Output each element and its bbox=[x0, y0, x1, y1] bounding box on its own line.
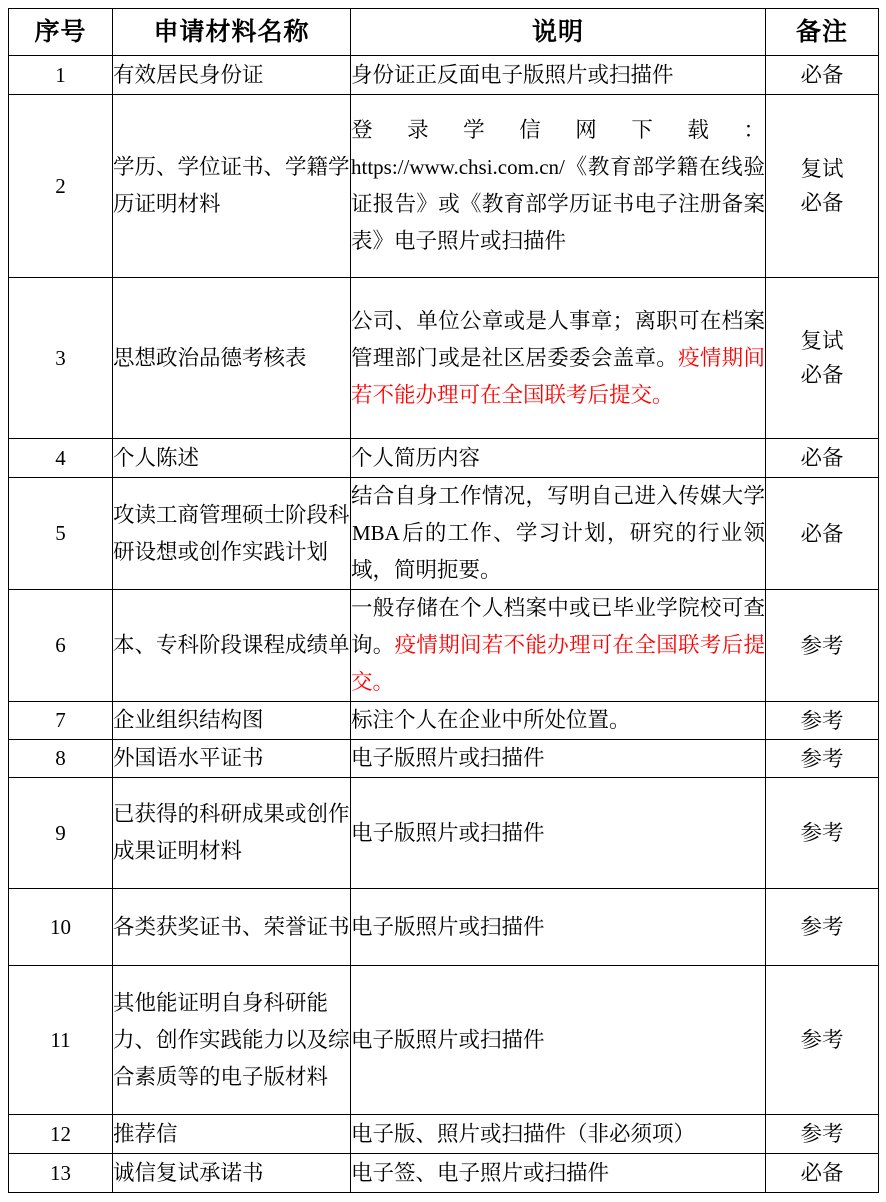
material-name: 企业组织结构图 bbox=[113, 702, 351, 740]
material-name: 各类获奖证书、荣誉证书 bbox=[113, 889, 351, 966]
material-desc bbox=[351, 95, 766, 278]
desc-highlight-text: 疫情期间若不能办理可在全国联考后提交。 bbox=[351, 345, 765, 407]
material-desc: 身份证正反面电子版照片或扫描件 bbox=[351, 56, 766, 95]
material-remark: 必备 bbox=[766, 478, 879, 590]
material-name: 个人陈述 bbox=[113, 439, 351, 478]
material-remark: 参考 bbox=[766, 966, 879, 1115]
material-remark: 参考 bbox=[766, 590, 879, 702]
material-desc: 电子版照片或扫描件 bbox=[351, 966, 766, 1115]
table-row bbox=[9, 439, 879, 478]
table-row bbox=[9, 1154, 879, 1193]
table-row bbox=[9, 778, 879, 889]
material-desc bbox=[351, 590, 766, 702]
table-row bbox=[9, 56, 879, 95]
desc-remainder: 《教育部学籍在线验证报告》或《教育部学历证书电子注册备案表》电子照片或扫描件 bbox=[351, 155, 765, 253]
row-number: 9 bbox=[9, 778, 113, 889]
desc-text: 公司、单位公章或是人事章；离职可在档案管理部门或是社区居委委会盖章。 bbox=[351, 308, 765, 370]
material-desc: 标注个人在企业中所处位置。 bbox=[351, 702, 766, 740]
material-remark: 必备 bbox=[766, 439, 879, 478]
material-desc bbox=[351, 478, 766, 590]
material-remark: 参考 bbox=[766, 778, 879, 889]
table-header-row bbox=[9, 9, 879, 56]
material-remark: 参考 bbox=[766, 1115, 879, 1154]
row-number: 7 bbox=[9, 702, 113, 740]
material-name: 学历、学位证书、学籍学历证明材料 bbox=[113, 95, 351, 278]
material-name: 诚信复试承诺书 bbox=[113, 1154, 351, 1193]
row-number: 12 bbox=[9, 1115, 113, 1154]
application-materials-table bbox=[8, 8, 879, 1193]
table-body bbox=[9, 56, 879, 1193]
table-row bbox=[9, 478, 879, 590]
material-name: 外国语水平证书 bbox=[113, 740, 351, 778]
row-number: 4 bbox=[9, 439, 113, 478]
material-remark: 参考 bbox=[766, 889, 879, 966]
material-name: 有效居民身份证 bbox=[113, 56, 351, 95]
desc-part-b: 后的工作、学习计划，研究的行业领域，简明扼要。 bbox=[351, 521, 765, 582]
remark-line-2: 必备 bbox=[800, 191, 844, 215]
material-remark: 参考 bbox=[766, 740, 879, 778]
material-desc: 电子签、电子照片或扫描件 bbox=[351, 1154, 766, 1193]
table-row bbox=[9, 95, 879, 278]
table-header bbox=[9, 9, 879, 56]
remark-line-2: 必备 bbox=[800, 363, 844, 387]
column-header-remark: 备注 bbox=[766, 9, 879, 56]
material-name: 攻读工商管理硕士阶段科研设想或创作实践计划 bbox=[113, 478, 351, 590]
remark-line-1: 复试 bbox=[800, 157, 844, 181]
material-desc: 电子版照片或扫描件 bbox=[351, 740, 766, 778]
remark-line-1: 复试 bbox=[800, 329, 844, 353]
material-remark: 必备 bbox=[766, 56, 879, 95]
table-row bbox=[9, 1115, 879, 1154]
desc-highlight-text: 疫情期间若不能办理可在全国联考后提交。 bbox=[351, 633, 765, 694]
column-header-desc: 说明 bbox=[351, 9, 766, 56]
material-desc: 个人简历内容 bbox=[351, 439, 766, 478]
row-number: 11 bbox=[9, 966, 113, 1115]
material-remark: 参考 bbox=[766, 702, 879, 740]
material-remark bbox=[766, 278, 879, 439]
table-row bbox=[9, 278, 879, 439]
row-number: 1 bbox=[9, 56, 113, 95]
row-number: 2 bbox=[9, 95, 113, 278]
table-row bbox=[9, 702, 879, 740]
row-number: 13 bbox=[9, 1154, 113, 1193]
material-name: 其他能证明自身科研能力、创作实践能力以及综合素质等的电子版材料 bbox=[113, 966, 351, 1115]
row-number: 3 bbox=[9, 278, 113, 439]
material-name: 已获得的科研成果或创作成果证明材料 bbox=[113, 778, 351, 889]
material-remark bbox=[766, 95, 879, 278]
desc-part-a: 结合自身工作情况，写明自己进入传媒大学 bbox=[351, 484, 765, 508]
table-row bbox=[9, 966, 879, 1115]
column-header-no: 序号 bbox=[9, 9, 113, 56]
table-row bbox=[9, 590, 879, 702]
desc-line-intro: 登录学信网下载： bbox=[351, 118, 765, 142]
desc-text: 一般存储在个人档案中或已毕业学院校可查询。 bbox=[351, 596, 765, 657]
row-number: 5 bbox=[9, 478, 113, 590]
material-name: 思想政治品德考核表 bbox=[113, 278, 351, 439]
table-row bbox=[9, 740, 879, 778]
material-desc bbox=[351, 278, 766, 439]
row-number: 8 bbox=[9, 740, 113, 778]
program-abbreviation: MBA bbox=[352, 521, 400, 545]
chsi-url: https://www.chsi.com.cn/ bbox=[351, 155, 565, 179]
material-name: 推荐信 bbox=[113, 1115, 351, 1154]
material-desc: 电子版照片或扫描件 bbox=[351, 889, 766, 966]
row-number: 6 bbox=[9, 590, 113, 702]
column-header-name: 申请材料名称 bbox=[113, 9, 351, 56]
material-name: 本、专科阶段课程成绩单 bbox=[113, 590, 351, 702]
material-remark: 必备 bbox=[766, 1154, 879, 1193]
table-row bbox=[9, 889, 879, 966]
material-desc: 电子版、照片或扫描件（非必须项） bbox=[351, 1115, 766, 1154]
material-desc: 电子版照片或扫描件 bbox=[351, 778, 766, 889]
row-number: 10 bbox=[9, 889, 113, 966]
